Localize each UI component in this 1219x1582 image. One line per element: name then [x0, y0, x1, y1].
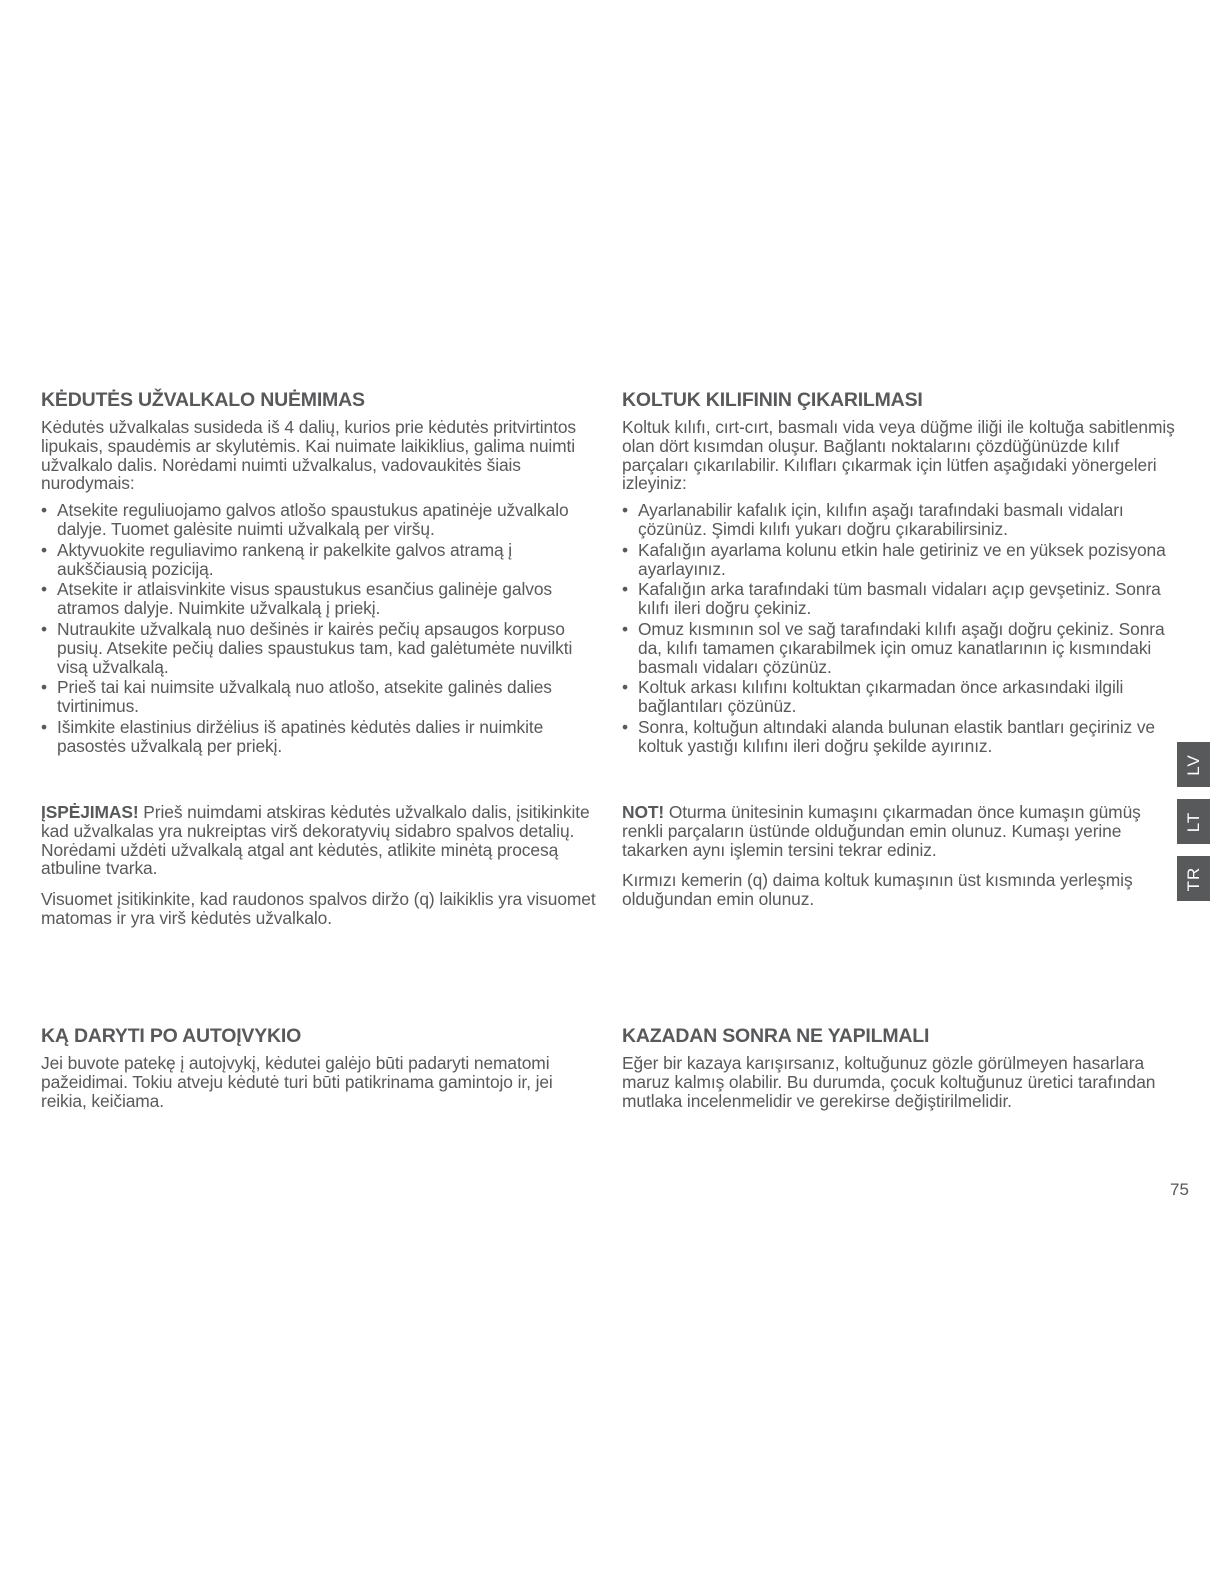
bullet-icon: • — [622, 677, 628, 698]
lt-warning-section — [41, 803, 596, 928]
bullet-icon: • — [41, 618, 47, 639]
list-item: • Koltuk arkası kılıfını koltuktan çıkarmadan önce arkasındaki ilgili bağlantıları çözünüz. — [622, 677, 1124, 717]
bullet-icon: • — [622, 539, 628, 560]
page-number: 75 — [1170, 1180, 1189, 1199]
lt-accident-section — [41, 1025, 596, 1110]
tr-warning-note: Kırmızı kemerin (q) daima koltuk kumaşının üst kısmında yerleşmiş olduğundan emin olunuz. — [622, 870, 1133, 910]
bullet-icon: • — [622, 500, 628, 521]
tr-removal-steps — [622, 501, 1177, 755]
tr-warning-text: NOT! Oturma ünitesinin kumaşını çıkarmadan önce kumaşın gümüş renkli parçaların üstünde olduğundan emin olunuz. Kumaşı yerine takarken aynı işlemin tersini tekrar ediniz. — [622, 802, 1141, 860]
bullet-icon: • — [41, 539, 47, 560]
lt-accident-text: Jei buvote patekę į autoįvykį, kėdutei galėjo būti padaryti nematomi pažeidimai. Tokiu atveju kėdutė turi būti patikrinama gamintojo ir, jei reikia, keičiama. — [41, 1053, 553, 1111]
bullet-icon: • — [622, 579, 628, 600]
list-item: • Atsekite ir atlaisvinkite visus spaustukus esančius galinėje galvos atramos dalyje. Nuimkite užvalkalą į priekį. — [41, 579, 552, 619]
bullet-icon: • — [622, 716, 628, 737]
tr-warning-label: NOT! — [622, 802, 665, 822]
lt-accident-title: KĄ DARYTI PO AUTOĮVYKIO — [41, 1025, 302, 1047]
bullet-icon: • — [622, 618, 628, 639]
lang-tab-lt[interactable]: LT — [1177, 799, 1210, 844]
tr-warning-section — [622, 803, 1177, 909]
lt-warning-label: ĮSPĖJIMAS! — [41, 802, 139, 822]
tr-accident-title: KAZADAN SONRA NE YAPILMALI — [622, 1025, 930, 1047]
list-item: • Prieš tai kai nuimsite užvalkalą nuo atlošo, atsekite galinės dalies tvirtinimus. — [41, 677, 552, 717]
list-item: • Kafalığın arka tarafındaki tüm basmalı vidaları açıp gevşetiniz. Sonra kılıfı ileri doğru çekiniz. — [622, 579, 1161, 619]
lt-removal-title: KĖDUTĖS UŽVALKALO NUĖMIMAS — [41, 389, 365, 411]
list-item: • Kafalığın ayarlama kolunu etkin hale getiriniz ve en yüksek pozisyona ayarlayınız. — [622, 539, 1166, 579]
list-item: • Ayarlanabilir kafalık için, kılıfın aşağı tarafındaki basmalı vidaları çözünüz. Şimdi kılıfı yukarı doğru çıkarabilirsiniz. — [622, 500, 1124, 539]
lt-removal-section — [41, 389, 596, 758]
tr-removal-section — [622, 389, 1177, 758]
lt-warning-text: ĮSPĖJIMAS! Prieš nuimdami atskiras kėdutės užvalkalo dalis, įsitikinkite kad užvalkalas yra nukreiptas virš dekoratyvių sidabro spalvos detalių. Norėdami uždėti užvalkalą atgal ant kėdutės, atlikite minėtą procesą atbuline tvarka. — [41, 802, 590, 879]
tr-removal-title: KOLTUK KILIFININ ÇIKARILMASI — [622, 389, 923, 411]
list-item: • Nutraukite užvalkalą nuo dešinės ir kairės pečių apsaugos korpuso pusių. Atsekite pečių dalies spaustukus tam, kad galėtumėte nuvilkti visą užvalkalą. — [41, 618, 573, 677]
list-item: • Aktyvuokite reguliavimo rankeną ir pakelkite galvos atramą į aukščiausią poziciją. — [41, 539, 513, 579]
bullet-icon: • — [41, 500, 47, 521]
bullet-icon: • — [41, 579, 47, 600]
bullet-icon: • — [41, 716, 47, 737]
tr-accident-section — [622, 1025, 1177, 1110]
language-tabs — [1177, 742, 1210, 913]
list-item: • Atsekite reguliuojamo galvos atlošo spaustukus apatinėje užvalkalo dalyje. Tuomet galėsite nuimti užvalkalą per viršų. — [41, 500, 569, 539]
lang-tab-tr[interactable]: TR — [1177, 856, 1210, 901]
lt-removal-intro: Kėdutės užvalkalas susideda iš 4 dalių, kurios prie kėdutės pritvirtintos lipukais, spaudėmis ar skylutėmis. Kai nuimate laikiklius, galima nuimti užvalkalo dalis. Norėdami nuimti užvalkalus, vadovaukitės šiais nurodymais: — [41, 417, 576, 494]
lt-removal-steps — [41, 501, 596, 755]
bullet-icon: • — [41, 677, 47, 698]
tr-accident-text: Eğer bir kazaya karışırsanız, koltuğunuz gözle görülmeyen hasarlara maruz kalmış olabilir. Bu durumda, çocuk koltuğunuz üretici tarafından mutlaka incelenmelidir ve gerekirse değiştirilmelidir. — [622, 1053, 1156, 1111]
list-item: • Išimkite elastinius diržėlius iš apatinės kėdutės dalies ir nuimkite pasostės užvalkalą per priekį. — [41, 716, 544, 756]
tr-removal-intro: Koltuk kılıfı, cırt-cırt, basmalı vida veya düğme iliği ile koltuğa sabitlenmiş olan dört kısımdan oluşur. Bağlantı noktalarını çözdüğünüzde kılıf parçaları çıkarılabilir. Kılıfları çıkarmak için lütfen aşağıdaki yönergeleri izleyiniz: — [622, 417, 1175, 494]
lang-tab-lv[interactable]: LV — [1177, 742, 1210, 787]
lt-warning-note: Visuomet įsitikinkite, kad raudonos spalvos diržo (q) laikiklis yra visuomet matomas ir yra virš kėdutės užvalkalo. — [41, 889, 596, 928]
list-item: • Sonra, koltuğun altındaki alanda bulunan elastik bantları geçiriniz ve koltuk yastığı kılıfını ileri doğru şekilde ayırınız. — [622, 716, 1155, 756]
list-item: • Omuz kısmının sol ve sağ tarafındaki kılıfı aşağı doğru çekiniz. Sonra da, kılıfı tamamen çıkarabilmek için omuz kanatlarının iç kısmındaki basmalı vidaları çözünüz. — [622, 618, 1165, 677]
